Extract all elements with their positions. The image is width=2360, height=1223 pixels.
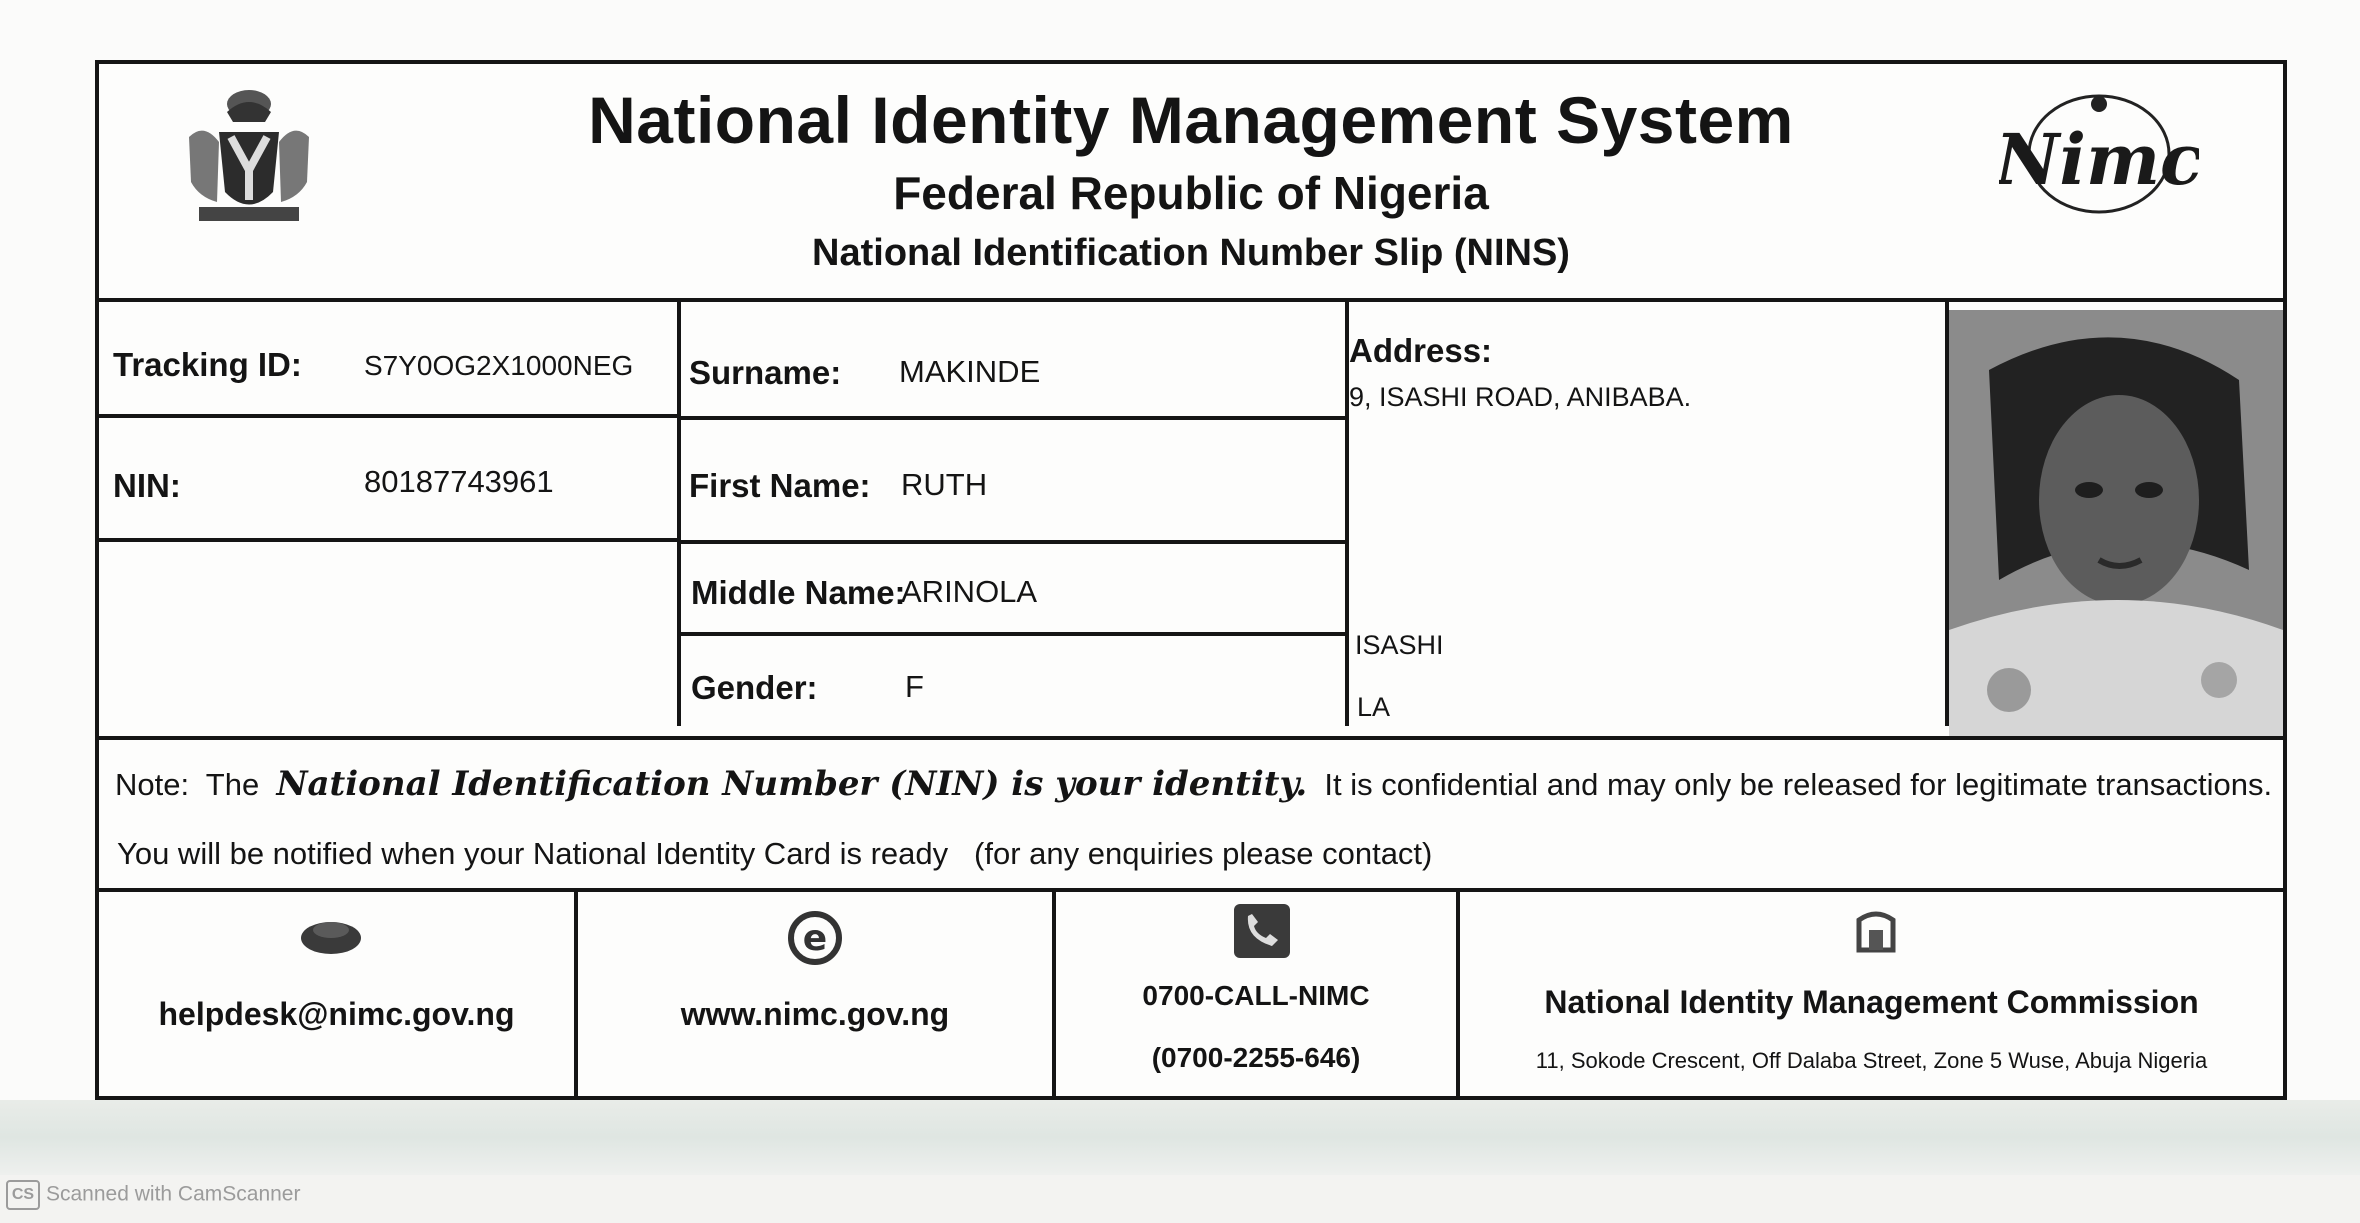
divider bbox=[99, 414, 679, 418]
browser-icon bbox=[783, 906, 847, 970]
middle-name-label: Middle Name: bbox=[691, 574, 906, 611]
address-line-2: ISASHI bbox=[1355, 630, 1444, 660]
footer-web-cell bbox=[578, 892, 1052, 1098]
address-line-1: 9, ISASHI ROAD, ANIBABA. bbox=[1349, 382, 1692, 412]
org-name: National Identity Management Commission bbox=[1544, 984, 2199, 1020]
note-the: The bbox=[205, 767, 260, 802]
email-link[interactable]: helpdesk@nimc.gov.ng bbox=[158, 996, 515, 1032]
camscanner-logo: CS bbox=[6, 1180, 40, 1210]
gender-value: F bbox=[905, 669, 924, 704]
nin-label: NIN: bbox=[113, 467, 181, 504]
camscanner-text: Scanned with CamScanner bbox=[46, 1182, 301, 1206]
nimc-logo bbox=[1999, 84, 2199, 234]
divider bbox=[677, 300, 681, 726]
footer-org-cell bbox=[1460, 892, 2283, 1098]
nin-value: 80187743961 bbox=[364, 464, 554, 499]
phone-number[interactable]: (0700-2255-646) bbox=[1151, 1042, 1361, 1073]
note-line-2 bbox=[117, 836, 1432, 872]
address-label: Address: bbox=[1349, 332, 1493, 369]
surname-label: Surname: bbox=[689, 354, 842, 391]
tracking-id-label: Tracking ID: bbox=[113, 346, 302, 383]
note-line2-paren: (for any enquiries please contact) bbox=[974, 836, 1433, 871]
info-bottom-divider bbox=[99, 736, 2283, 740]
phone-word[interactable]: 0700-CALL-NIMC bbox=[1142, 980, 1370, 1011]
note-rest: It is confidential and may only be released for legitimate transactions. bbox=[1324, 767, 2273, 802]
address-line-3: LA bbox=[1357, 692, 1391, 722]
phone-icon bbox=[1232, 902, 1292, 960]
tracking-id-value: S7Y0OG2X1000NEG bbox=[364, 350, 634, 381]
divider bbox=[99, 538, 679, 542]
divider bbox=[679, 416, 1347, 420]
divider bbox=[679, 632, 1347, 636]
middle-name-value: ARINOLA bbox=[901, 574, 1038, 609]
org-address: 11, Sokode Crescent, Off Dalaba Street, Zone 5 Wuse, Abuja Nigeria bbox=[1535, 1048, 2208, 1073]
mail-icon bbox=[299, 916, 363, 956]
divider bbox=[679, 540, 1347, 544]
first-name-label: First Name: bbox=[689, 467, 871, 504]
website-link[interactable]: www.nimc.gov.ng bbox=[680, 996, 950, 1032]
svg-text:e: e bbox=[802, 918, 828, 959]
first-name-value: RUTH bbox=[901, 467, 988, 502]
note-emphasis: National Identification Number (NIN) is your identity. bbox=[276, 764, 1308, 804]
page-title: National Identity Management System bbox=[588, 83, 1794, 157]
footer-phone-cell bbox=[1056, 892, 1456, 1098]
surname-value: MAKINDE bbox=[899, 354, 1041, 389]
gender-label: Gender: bbox=[691, 669, 818, 706]
page-subtitle: Federal Republic of Nigeria bbox=[893, 167, 1489, 219]
note-prefix: Note: bbox=[115, 767, 190, 802]
building-icon bbox=[1851, 906, 1901, 956]
nin-slip bbox=[95, 60, 2287, 1100]
note-line-1 bbox=[115, 764, 2272, 804]
slip-name: National Identification Number Slip (NINS) bbox=[812, 232, 1570, 274]
camscanner-watermark bbox=[6, 1180, 300, 1210]
note-line2-text: You will be notified when your National Identity Card is ready bbox=[117, 836, 949, 871]
svg-text:Nimc: Nimc bbox=[1999, 118, 2199, 201]
passport-photo bbox=[1949, 310, 2283, 738]
header-divider bbox=[99, 298, 2283, 302]
scan-edge bbox=[0, 1100, 2360, 1175]
footer-email-cell bbox=[99, 892, 574, 1098]
